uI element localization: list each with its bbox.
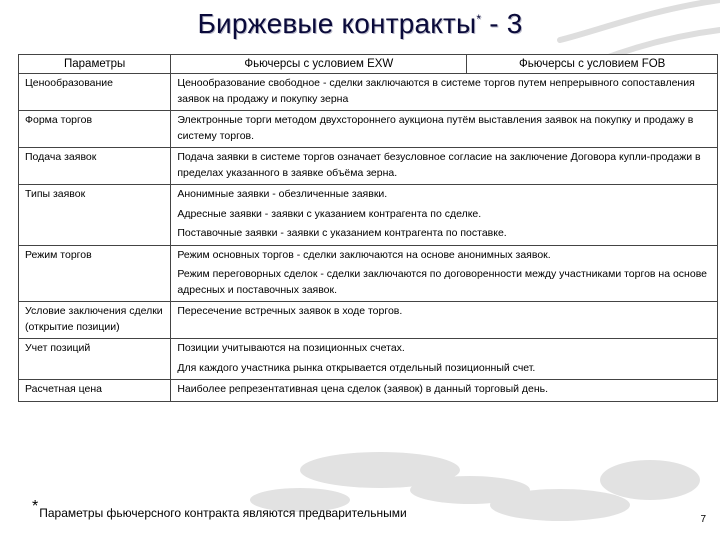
row-line: Режим основных торгов - сделки заключаются на основе анонимных заявок. [177,248,551,261]
table-row [19,74,718,111]
row-line: Ценообразование свободное - сделки заключаются в системе торгов путем непрерывного сопоставления заявок на продажу и покупку зерна [177,77,695,105]
table-row [19,245,718,302]
table-row [19,148,718,185]
row-line: Анонимные заявки - обезличенные заявки. [177,188,388,200]
row-description [171,148,718,185]
header-exw-futures: Фьючерсы с условием EXW [171,55,467,74]
footnote-text: Параметры фьючерсного контракта являются предварительными [39,506,407,520]
row-parameter: Учет позиций [19,339,171,380]
footnote [32,498,407,522]
row-parameter: Подача заявок [19,148,171,185]
row-line: Для каждого участника рынка открывается отдельный позиционный счет. [177,361,536,374]
row-description [171,185,718,246]
row-parameter: Расчетная цена [19,380,171,402]
table-header-row [19,55,718,74]
row-description [171,111,718,148]
row-line: Наиболее репрезентативная цена сделок (заявок) в данный торговый день. [177,383,549,395]
row-line: Поставочные заявки - заявки с указанием контрагента по поставке. [177,227,507,239]
row-description [171,339,718,380]
slide-title [0,8,720,40]
row-parameter: Ценообразование [19,74,171,111]
row-description [171,74,718,111]
row-parameter: Условие заключения сделки (открытие позиции) [19,302,171,339]
header-parameters: Параметры [19,55,171,74]
title-suffix: - 3 [481,8,523,39]
title-text: Биржевые контракты [197,8,477,39]
row-line: Адресные заявки - заявки с указанием контрагента по сделке. [177,207,482,220]
row-description [171,302,718,339]
row-parameter: Режим торгов [19,245,171,302]
decor-grain [490,489,630,521]
row-parameter: Форма торгов [19,111,171,148]
header-fob-futures: Фьючерсы с условием FOB [467,55,718,74]
row-description [171,380,718,402]
row-description [171,245,718,302]
row-line: Подача заявки в системе торгов означает безусловное согласие на заключение Договора купли-продажи в пределах указанного в заявке объёма зерна. [177,151,701,179]
row-line: Позиции учитываются на позиционных счетах. [177,342,405,354]
contracts-table [18,54,718,402]
row-parameter: Типы заявок [19,185,171,246]
table-row [19,302,718,339]
row-line: Пересечение встречных заявок в ходе торгов. [177,305,403,317]
table-row [19,185,718,246]
decor-grain [600,460,700,500]
table-row [19,339,718,380]
row-line: Режим переговорных сделок - сделки заключаются по договоренности между участниками торгов на основе адресных и поставочных заявок. [177,268,707,296]
title-footnote-mark: * [476,12,482,26]
row-line: Электронные торги методом двухстороннего аукциона путём выставления заявок на покупку и продажу в систему торгов. [177,114,694,142]
table-row [19,111,718,148]
footnote-mark: * [32,498,39,515]
page-number: 7 [700,514,706,525]
table-row [19,380,718,402]
